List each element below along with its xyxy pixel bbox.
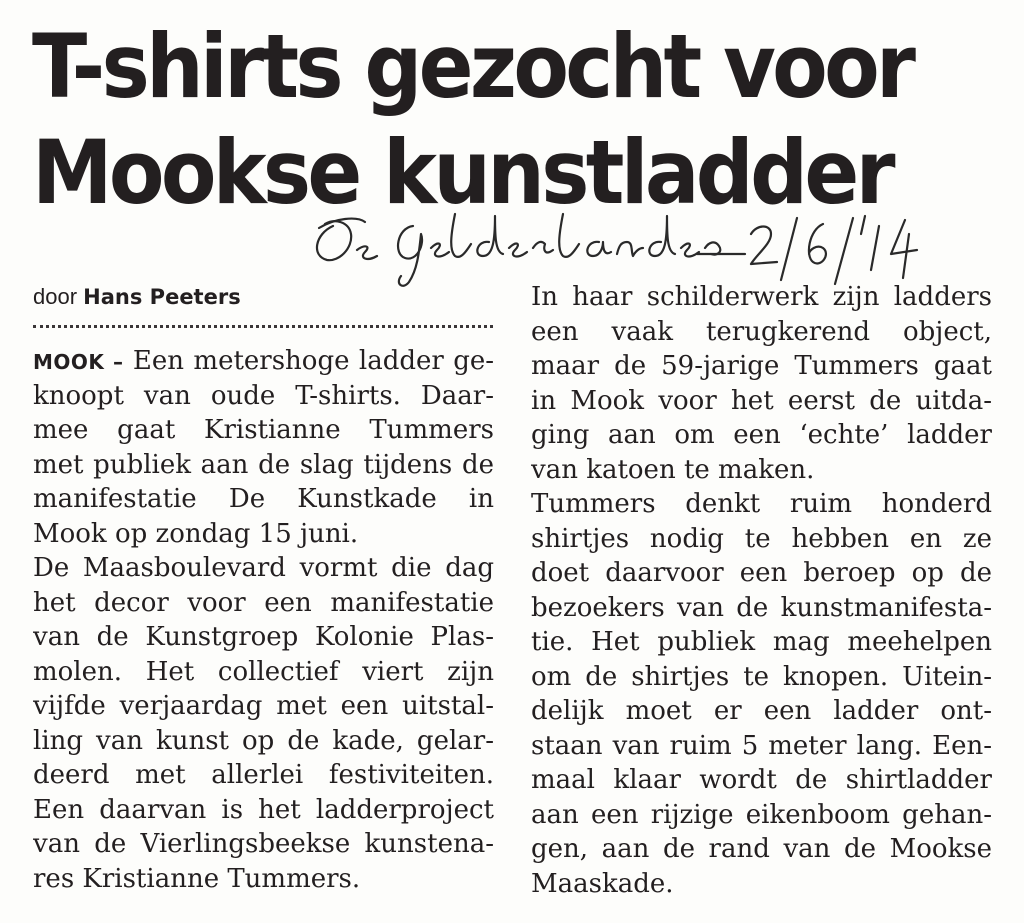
- paragraph-line: maal klaar wordt de shirtladder: [531, 765, 992, 795]
- paragraph-line: vijfde verjaardag met een uitstal-: [33, 691, 494, 721]
- paragraph-line: maar de 59-jarige Tummers gaat: [531, 351, 992, 381]
- paragraph-line: het decor voor een manifestatie: [33, 587, 494, 618]
- paragraph-line: van de Vierlingsbeekse kunstena-: [33, 829, 494, 859]
- paragraph-line: een vaak terugkerend object,: [531, 316, 992, 347]
- paragraph-line: molen. Het collectief viert zijn: [33, 656, 494, 687]
- paragraph-line: deerd met allerlei festiviteiten.: [33, 760, 494, 790]
- paragraph-line: met publiek aan de slag tijdens de: [33, 449, 494, 480]
- paragraph-line: van de Kunstgroep Kolonie Plas-: [33, 622, 494, 652]
- paragraph-line: van katoen te maken.: [531, 454, 815, 485]
- left-column: [33, 280, 494, 896]
- paragraph-schilderwerk: [531, 280, 992, 487]
- paragraph-line: De Maasboulevard vormt die dag: [33, 553, 494, 583]
- paragraph-shirtjes: [531, 487, 992, 901]
- paragraph-line: shirtjes nodig te hebben en ze: [531, 523, 992, 554]
- paragraph-maasboulevard: [33, 551, 494, 896]
- paragraph-line: tie. Het publiek mag meehelpen: [531, 627, 992, 657]
- dotted-divider: [33, 325, 493, 328]
- byline-prefix: door: [33, 284, 78, 309]
- paragraph-line: manifestatie De Kunstkade in: [33, 484, 494, 514]
- byline: [33, 280, 494, 314]
- headline-line-2: Mookse kunstladder: [32, 121, 892, 224]
- right-column: [531, 280, 992, 901]
- headline: [32, 14, 915, 226]
- dateline: MOOK –: [33, 350, 124, 374]
- paragraph-line: knoopt van oude T-shirts. Daar-: [33, 380, 494, 411]
- paragraph-line: ging aan om een ‘echte’ ladder: [531, 420, 992, 450]
- byline-author: Hans Peeters: [83, 285, 241, 309]
- paragraph-line: om de shirtjes te knopen. Uitein-: [531, 661, 992, 692]
- paragraph-line: aan een rijzige eikenboom gehan-: [531, 799, 992, 830]
- paragraph-line: gen, aan de rand van de Mookse: [531, 834, 992, 864]
- headline-line-1: T-shirts gezocht voor: [32, 15, 913, 118]
- paragraph-line: in Mook voor het eerst de uitda-: [531, 385, 992, 416]
- paragraph-line: Een daarvan is het ladderproject: [33, 794, 494, 825]
- paragraph-line: doet daarvoor een beroep op de: [531, 558, 992, 588]
- paragraph-line: MOOK – Een metershoge ladder ge-: [33, 346, 494, 376]
- paragraph-line: In haar schilderwerk zijn ladders: [531, 282, 992, 312]
- paragraph-line: Mook op zondag 15 juni.: [33, 518, 359, 549]
- paragraph-line: bezoekers van de kunstmanifesta-: [531, 592, 992, 623]
- paragraph-line: Tummers denkt ruim honderd: [531, 489, 992, 519]
- paragraph-line: Maaskade.: [531, 868, 674, 899]
- paragraph-intro: [33, 344, 494, 551]
- paragraph-line: mee gaat Kristianne Tummers: [33, 415, 494, 445]
- paragraph-line: res Kristianne Tummers.: [33, 863, 361, 894]
- paragraph-line: staan van ruim 5 meter lang. Een-: [531, 730, 992, 761]
- paragraph-line: ling van kunst op de kade, gelar-: [33, 725, 494, 756]
- paragraph-line: delijk moet er een ladder ont-: [531, 696, 992, 726]
